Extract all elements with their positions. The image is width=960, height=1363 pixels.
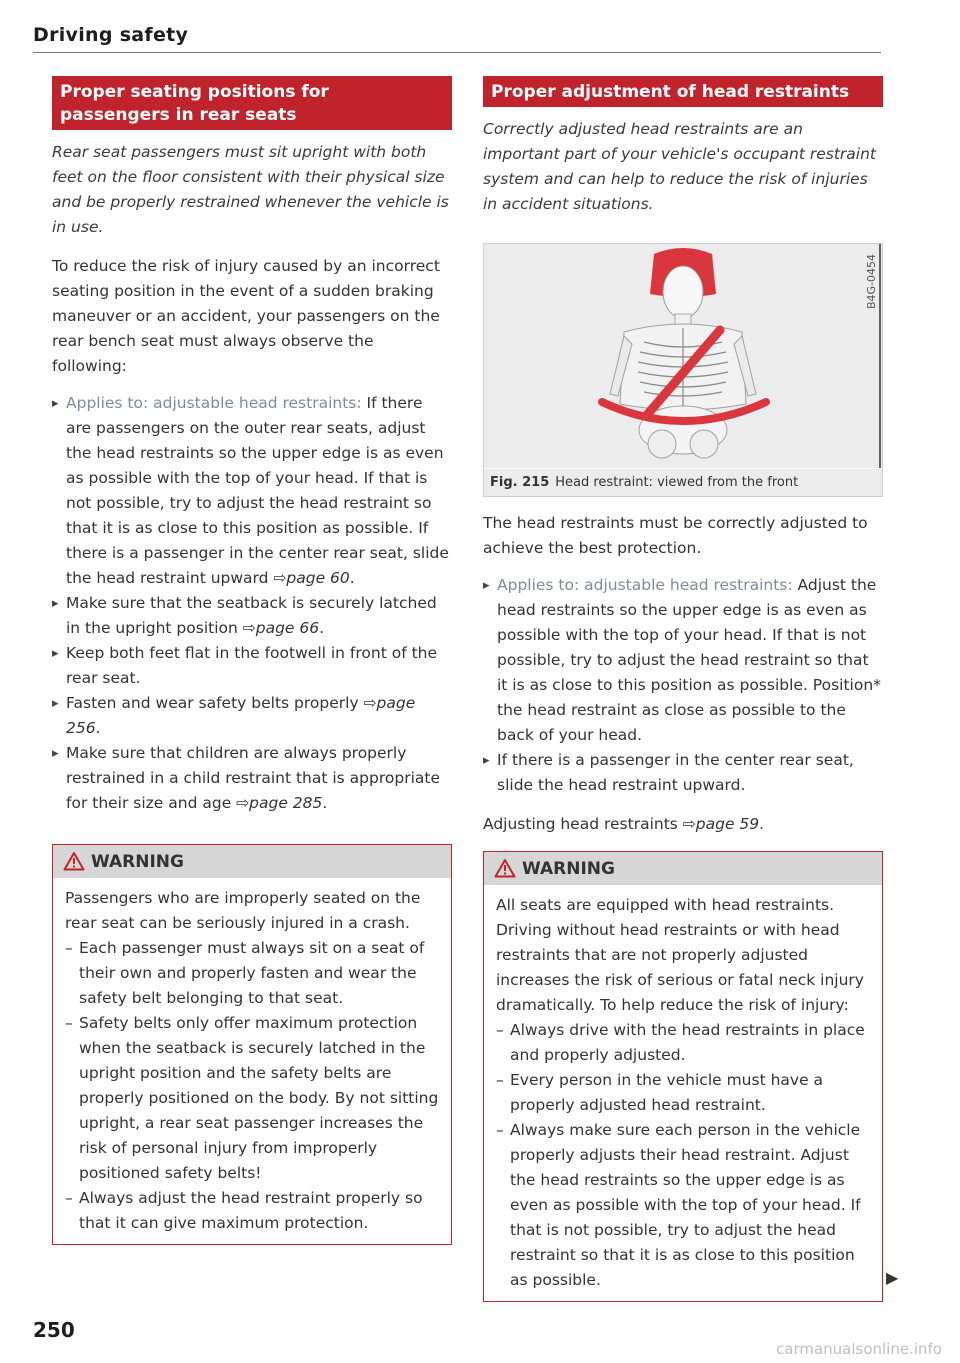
warning-item: – Always drive with the head restraints in place and properly adjusted.: [496, 1018, 870, 1068]
list-item: ▸ Make sure that children are always properly restrained in a child restraint that is appropriate for their size and age ⇨page 285.: [52, 741, 452, 816]
page-reference-link[interactable]: ⇨page 60: [273, 569, 350, 587]
instruction-list: [483, 573, 883, 798]
list-item: ▸ Make sure that the seatback is securely latched in the upright position ⇨page 66.: [52, 591, 452, 641]
page-reference-link[interactable]: ⇨page 256: [66, 694, 416, 737]
applies-to-note: Applies to: adjustable head restraints:: [66, 394, 362, 412]
page-reference-link[interactable]: ⇨page 285: [236, 794, 323, 812]
warning-label: WARNING: [91, 852, 184, 872]
warning-list: [496, 1018, 870, 1293]
warning-header: [484, 852, 882, 885]
warning-item: – Safety belts only offer maximum protection when the seatback is securely latched in the upright position and the safety belts are properly positioned on the body. By not sitting upright, a rear seat passenger increases the risk of personal injury from improperly positioned safety belts!: [65, 1011, 439, 1186]
figure-image: [484, 244, 882, 468]
left-column: [52, 76, 452, 1245]
intro-text: Correctly adjusted head restraints are an important part of your vehicle's occupant restraint system and can help to reduce the risk of injuries in accident situations.: [483, 120, 876, 213]
list-item: ▸ Applies to: adjustable head restraints: If there are passengers on the outer rear seats, adjust the head restraints so the upper edge is as even as possible with the top of your head. If that is not possible, try to adjust the head restraint so that it is as close to this position as possible. If there is a passenger in the center rear seat, slide the head restraint upward ⇨page 60.: [52, 391, 452, 591]
warning-body: [484, 885, 882, 1301]
page-number: 250: [33, 1318, 75, 1342]
list-item: ▸ Keep both feet flat in the footwell in front of the rear seat.: [52, 641, 452, 691]
warning-triangle-icon: [63, 851, 85, 871]
watermark: carmanualsonline.info: [776, 1340, 942, 1358]
list-item: ▸ Applies to: adjustable head restraints: Adjust the head restraints so the upper edge is as even as possible with the top of your head. If that is not possible, try to adjust the head restraint so that it is as close to this position as possible. Position* the head restraint as close as possible to the back of your head.: [483, 573, 883, 748]
page-reference-link[interactable]: ⇨page 59: [682, 815, 760, 833]
warning-box: [52, 844, 452, 1245]
warning-label: WARNING: [522, 859, 615, 879]
figure-215: [483, 243, 883, 497]
header-divider: [33, 52, 881, 53]
section-heading-rear-seats: Proper seating positions for passengers in rear seats: [52, 76, 452, 130]
warning-item: – Always make sure each person in the vehicle properly adjusts their head restraint. Adjust the head restraints so the upper edge is as even as possible with the top of your head. If that is not possible, try to adjust the head restraint so that it is as close to this position as possible.: [496, 1118, 870, 1293]
warning-box: [483, 851, 883, 1302]
warning-triangle-icon: [494, 858, 516, 878]
section-header: Driving safety: [33, 24, 189, 46]
warning-item: – Always adjust the head restraint properly so that it can give maximum protection.: [65, 1186, 439, 1236]
body-paragraph: The head restraints must be correctly adjusted to achieve the best protection.: [483, 514, 868, 557]
body-paragraph: To reduce the risk of injury caused by an incorrect seating position in the event of a sudden braking maneuver or an accident, your passengers on the rear bench seat must always observe the following:: [52, 257, 440, 375]
figure-caption: Fig. 215 Head restraint: viewed from the front: [484, 468, 882, 496]
applies-to-note: Applies to: adjustable head restraints:: [497, 576, 793, 594]
list-item: ▸ If there is a passenger in the center rear seat, slide the head restraint upward.: [483, 748, 883, 798]
right-column: [483, 76, 883, 1302]
section-heading-head-restraints: Proper adjustment of head restraints: [483, 76, 883, 107]
figure-label: Fig. 215: [490, 475, 550, 490]
intro-text: Rear seat passengers must sit upright with both feet on the floor consistent with their physical size and be properly restrained whenever the vehicle is in use.: [52, 143, 449, 236]
warning-item: – Each passenger must always sit on a seat of their own and properly fasten and wear the safety belt belonging to that seat.: [65, 936, 439, 1011]
warning-intro: Passengers who are improperly seated on the rear seat can be seriously injured in a crash.: [65, 889, 421, 932]
warning-header: [53, 845, 451, 878]
list-item: ▸ Fasten and wear safety belts properly ⇨page 256.: [52, 691, 452, 741]
adjust-reference: Adjusting head restraints ⇨page 59.: [483, 815, 765, 833]
continue-arrow-icon: ▶: [886, 1268, 899, 1287]
seated-occupant-illustration: [484, 244, 882, 468]
warning-list: [65, 936, 439, 1236]
figure-id: B4G-0454: [865, 254, 878, 310]
warning-body: [53, 878, 451, 1244]
warning-item: – Every person in the vehicle must have a properly adjusted head restraint.: [496, 1068, 870, 1118]
page-reference-link[interactable]: ⇨page 66: [242, 619, 320, 637]
instruction-list: [52, 391, 452, 816]
warning-intro: All seats are equipped with head restraints. Driving without head restraints or with head restraints that are not properly adjusted increases the risk of serious or fatal neck injury dramatically. To help reduce the risk of injury:: [496, 896, 864, 1014]
